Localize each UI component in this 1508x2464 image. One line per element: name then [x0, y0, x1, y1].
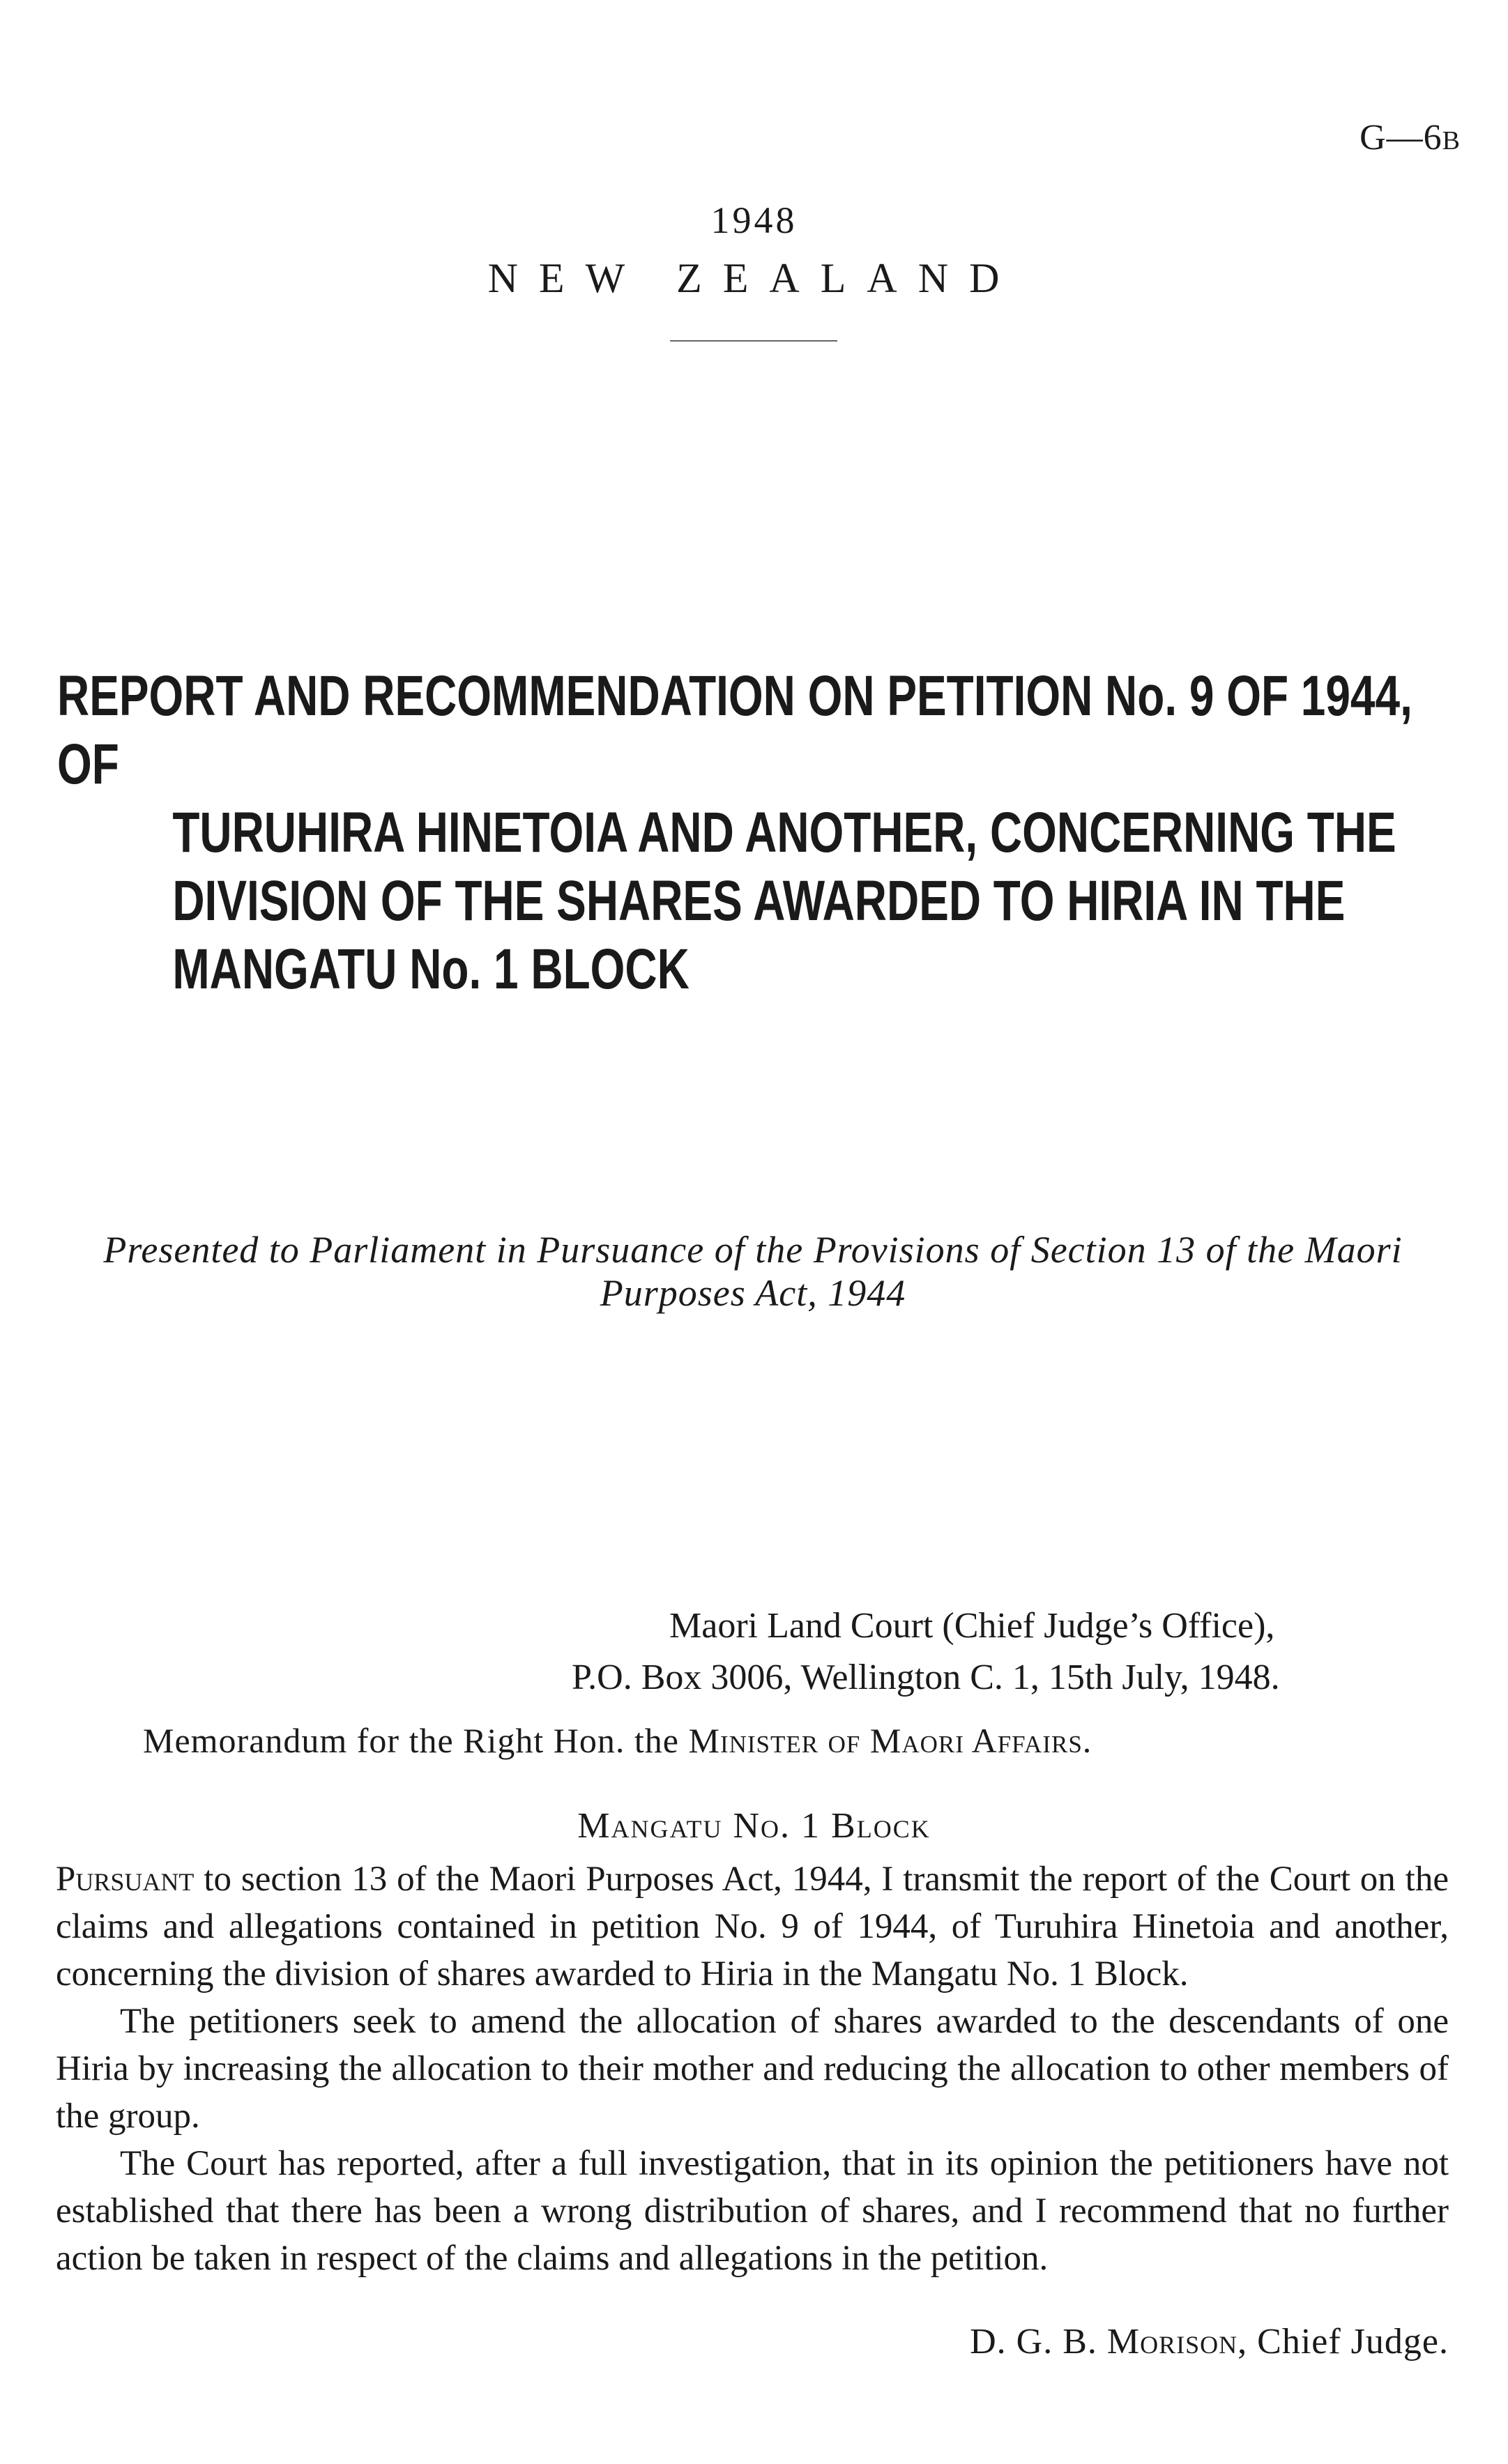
presentation-note: Presented to Parliament in Pursuance of the Provisions of Section 13 of the Maori Purposes Act, 1944: [103, 1229, 1403, 1314]
document-reference-main: G—6: [1360, 118, 1442, 158]
sender-address-line-2: P.O. Box 3006, Wellington C. 1, 15th July, 1948.: [572, 1658, 1280, 1697]
document-reference-suffix: B: [1442, 126, 1461, 155]
country-heading: NEW ZEALAND: [487, 255, 1021, 301]
sender-address: [572, 1600, 1478, 1704]
memorandum-recipient: Minister of Maori Affairs.: [688, 1721, 1092, 1760]
report-title-continuation: TURUHIRA HINETOIA AND ANOTHER, CONCERNING THE DIVISION OF THE SHARES AWARDED TO HIRIA IN THE MANGATU No. 1 BLOCK: [172, 801, 1396, 1001]
body-paragraph-2: The petitioners seek to amend the allocation of shares awarded to the descendants of one Hiria by increasing the allocation to their mother and reducing the allocation to other members of the group.: [56, 2002, 1449, 2136]
heading-divider: [670, 340, 837, 342]
signature-block: [970, 2321, 1449, 2362]
paragraph-1-text: to section 13 of the Maori Purposes Act, 1944, I transmit the report of the Court on the claims and allegations contained in petition No. 9 of 1944, of Turuhira Hinetoia and another, concerning the division of shares awarded to Hiria in the Mangatu No. 1 Block.: [56, 1860, 1449, 1994]
report-title: [57, 662, 1452, 1004]
memorandum-prefix: Memorandum for the Right Hon. the: [143, 1721, 679, 1760]
memorandum-line: [143, 1720, 1092, 1761]
report-title-line-1: REPORT AND RECOMMENDATION ON PETITION No. 9 OF 1944, OF: [57, 664, 1412, 796]
signature-role: , Chief Judge.: [1237, 2322, 1449, 2362]
memorandum-body: [56, 1855, 1449, 2282]
signature-name: Morison: [1106, 2322, 1238, 2362]
document-reference: [1360, 117, 1461, 158]
paragraph-lead-word: Pursuant: [56, 1860, 195, 1899]
body-paragraph-3: The Court has reported, after a full investigation, that in its opinion the petitioners have not established that there has been a wrong distribution of shares, and I recommend that no further action be taken in respect of the claims and allegations in the petition.: [56, 2144, 1449, 2278]
sender-address-line-1: Maori Land Court (Chief Judge’s Office),: [669, 1606, 1275, 1646]
publication-year: 1948: [710, 199, 798, 241]
signature-initials: D. G. B.: [970, 2322, 1097, 2362]
block-heading: Mangatu No. 1 Block: [577, 1806, 931, 1846]
body-paragraph-1: [56, 1855, 1449, 1998]
